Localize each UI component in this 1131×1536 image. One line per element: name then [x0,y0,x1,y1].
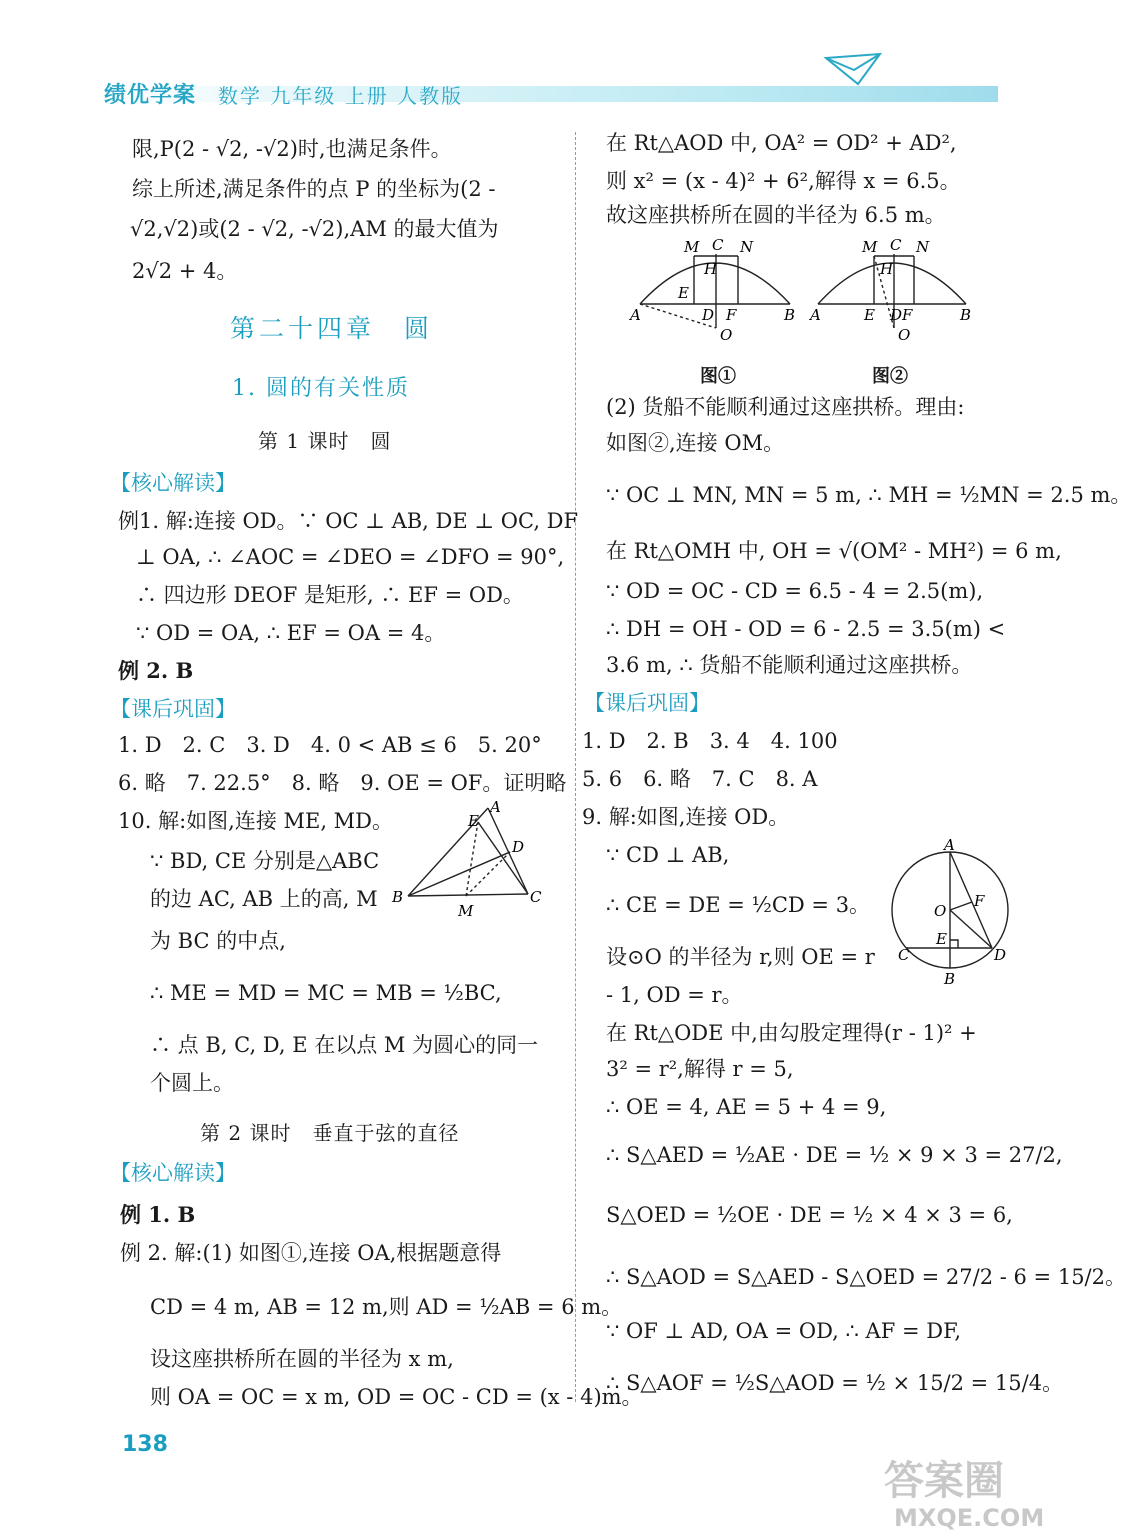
text-line: 为 BC 的中点, [150,929,286,953]
text-line: 个圆上。 [150,1071,234,1095]
text-line: 在 Rt△ODE 中,由勾股定理得(r - 1)² + [606,1021,977,1045]
text-line: S△OED = ½OE · DE = ½ × 4 × 3 = 6, [606,1203,1013,1227]
text-line: 5. 6 6. 略 7. C 8. A [582,767,818,791]
svg-text:B: B [960,306,972,324]
svg-text:B: B [944,970,956,988]
svg-text:D: D [512,838,525,856]
svg-text:E: E [678,284,689,302]
text-line: 3.6 m, ∴ 货船不能顺利通过这座拱桥。 [606,653,973,677]
figure-caption: 图② [872,366,908,387]
text-line: ∵ CD ⊥ AB, [606,843,730,867]
svg-text:MXQE.COM: MXQE.COM [894,1504,1045,1532]
watermark-logo [880,1448,1050,1532]
text-line: ∴ S△AED = ½AE · DE = ½ × 9 × 3 = 27/2, [606,1143,1063,1167]
text-line: ∴ ME = MD = MC = MB = ½BC, [150,981,502,1005]
book-subject: 数学 九年级 上册 人教版 [218,84,464,108]
text-line: 2√2 + 4。 [132,259,238,283]
text-line: 限,P(2 - √2, -√2)时,也满足条件。 [132,137,452,161]
text-line: ∴ 四边形 DEOF 是矩形, ∴ EF = OD。 [136,583,524,607]
svg-text:B: B [392,888,404,906]
circle-figure [888,836,1018,986]
svg-text:M: M [458,902,474,920]
figure-caption: 图① [700,366,736,387]
chapter-title: 第二十四章 圆 [230,314,434,343]
svg-text:D: D [702,306,715,324]
section-tag: 【核心解读】 [110,1161,236,1185]
text-line: ∵ BD, CE 分别是△ABC [150,849,380,873]
section-tag: 【课后巩固】 [584,691,710,715]
text-line: 设⊙O 的半径为 r,则 OE = r [606,945,875,969]
svg-text:E: E [936,930,947,948]
text-line: 综上所述,满足条件的点 P 的坐标为(2 - [132,177,496,201]
svg-text:C: C [898,946,910,964]
svg-text:N: N [916,238,930,256]
text-line: 3² = r²,解得 r = 5, [606,1057,794,1081]
svg-text:D: D [994,946,1007,964]
svg-text:E: E [468,812,479,830]
svg-text:F: F [726,306,737,324]
triangle-figure [388,800,548,920]
paper-plane-icon [824,50,884,90]
section-tag: 【课后巩固】 [110,697,236,721]
text-line: 1. D 2. C 3. D 4. 0 < AB ≤ 6 5. 20° [118,733,542,757]
svg-text:答案圈: 答案圈 [884,1458,1004,1504]
page-number: 138 [122,1432,168,1457]
text-line: √2,√2)或(2 - √2, -√2),AM 的最大值为 [130,217,499,241]
text-line: 则 x² = (x - 4)² + 6²,解得 x = 6.5。 [606,169,961,193]
text-line: 9. 解:如图,连接 OD。 [582,805,790,829]
text-line: 的边 AC, AB 上的高, M [150,887,378,911]
brand-logo-text: 绩优学案 [104,83,197,108]
svg-text:F: F [974,892,985,910]
text-line: ∴ 点 B, C, D, E 在以点 M 为圆心的同一 [150,1033,539,1057]
lesson-title: 第 1 课时 圆 [258,429,392,453]
text-line: 10. 解:如图,连接 ME, MD。 [118,809,394,833]
text-line: 1. D 2. B 3. 4 4. 100 [582,729,838,753]
text-line: ⊥ OA, ∴ ∠AOC = ∠DEO = ∠DFO = 90°, [136,545,565,569]
text-line: ∵ OC ⊥ MN, MN = 5 m, ∴ MH = ½MN = 2.5 m。 [606,483,1131,507]
column-divider [575,132,576,1402]
text-line: 则 OA = OC = x m, OD = OC - CD = (x - 4)m。 [150,1385,643,1409]
text-line: ∴ CE = DE = ½CD = 3。 [606,893,871,917]
svg-text:C: C [712,236,724,254]
svg-text:M: M [862,238,878,256]
text-line: ∴ OE = 4, AE = 5 + 4 = 9, [606,1095,887,1119]
text-line: ∴ S△AOF = ½S△AOD = ½ × 15/2 = 15/4。 [606,1371,1064,1395]
arch-bridge-figure-1 [630,236,800,346]
svg-text:C: C [530,888,542,906]
lesson-title: 第 2 课时 垂直于弦的直径 [200,1121,460,1145]
svg-text:M: M [684,238,700,256]
text-line: ∴ DH = OH - OD = 6 - 2.5 = 3.5(m) < [606,617,1006,641]
svg-text:A: A [630,306,641,324]
text-line: (2) 货船不能顺利通过这座拱桥。理由: [606,395,965,419]
text-line: 设这座拱桥所在圆的半径为 x m, [150,1347,454,1371]
text-line: 在 Rt△OMH 中, OH = √(OM² - MH²) = 6 m, [606,539,1062,563]
svg-text:A: A [944,836,955,854]
svg-text:N: N [740,238,754,256]
text-line: 例 1. B [120,1202,196,1227]
svg-text:C: C [890,236,902,254]
svg-text:A: A [810,306,821,324]
svg-text:A: A [490,798,501,816]
svg-text:H: H [704,260,718,278]
svg-text:O: O [934,902,947,920]
svg-text:H: H [880,260,894,278]
text-line: ∵ OD = OA, ∴ EF = OA = 4。 [136,621,446,645]
svg-text:E: E [864,306,875,324]
text-line: 例1. 解:连接 OD。∵ OC ⊥ AB, DE ⊥ OC, DF [118,509,579,533]
text-line: 例 2. 解:(1) 如图①,连接 OA,根据题意得 [120,1241,502,1265]
text-line: 如图②,连接 OM。 [606,431,785,455]
text-line: CD = 4 m, AB = 12 m,则 AD = ½AB = 6 m。 [150,1295,623,1319]
text-line: 在 Rt△AOD 中, OA² = OD² + AD², [606,131,957,155]
section-title: 1. 圆的有关性质 [232,376,410,401]
text-line: ∵ OD = OC - CD = 6.5 - 4 = 2.5(m), [606,579,984,603]
svg-text:B: B [784,306,796,324]
section-tag: 【核心解读】 [110,471,236,495]
text-line: - 1, OD = r。 [606,983,743,1007]
text-line: 6. 略 7. 22.5° 8. 略 9. OE = OF。证明略 [118,771,567,795]
text-line: 例 2. B [118,658,194,683]
svg-text:DF: DF [890,306,913,324]
text-line: ∴ S△AOD = S△AED - S△OED = 27/2 - 6 = 15/2。 [606,1265,1126,1289]
text-line: ∵ OF ⊥ AD, OA = OD, ∴ AF = DF, [606,1319,962,1343]
svg-text:O: O [720,326,733,344]
arch-bridge-figure-2 [810,236,980,346]
svg-text:O: O [898,326,911,344]
page-header [0,0,1055,112]
text-line: 故这座拱桥所在圆的半径为 6.5 m。 [606,203,946,227]
